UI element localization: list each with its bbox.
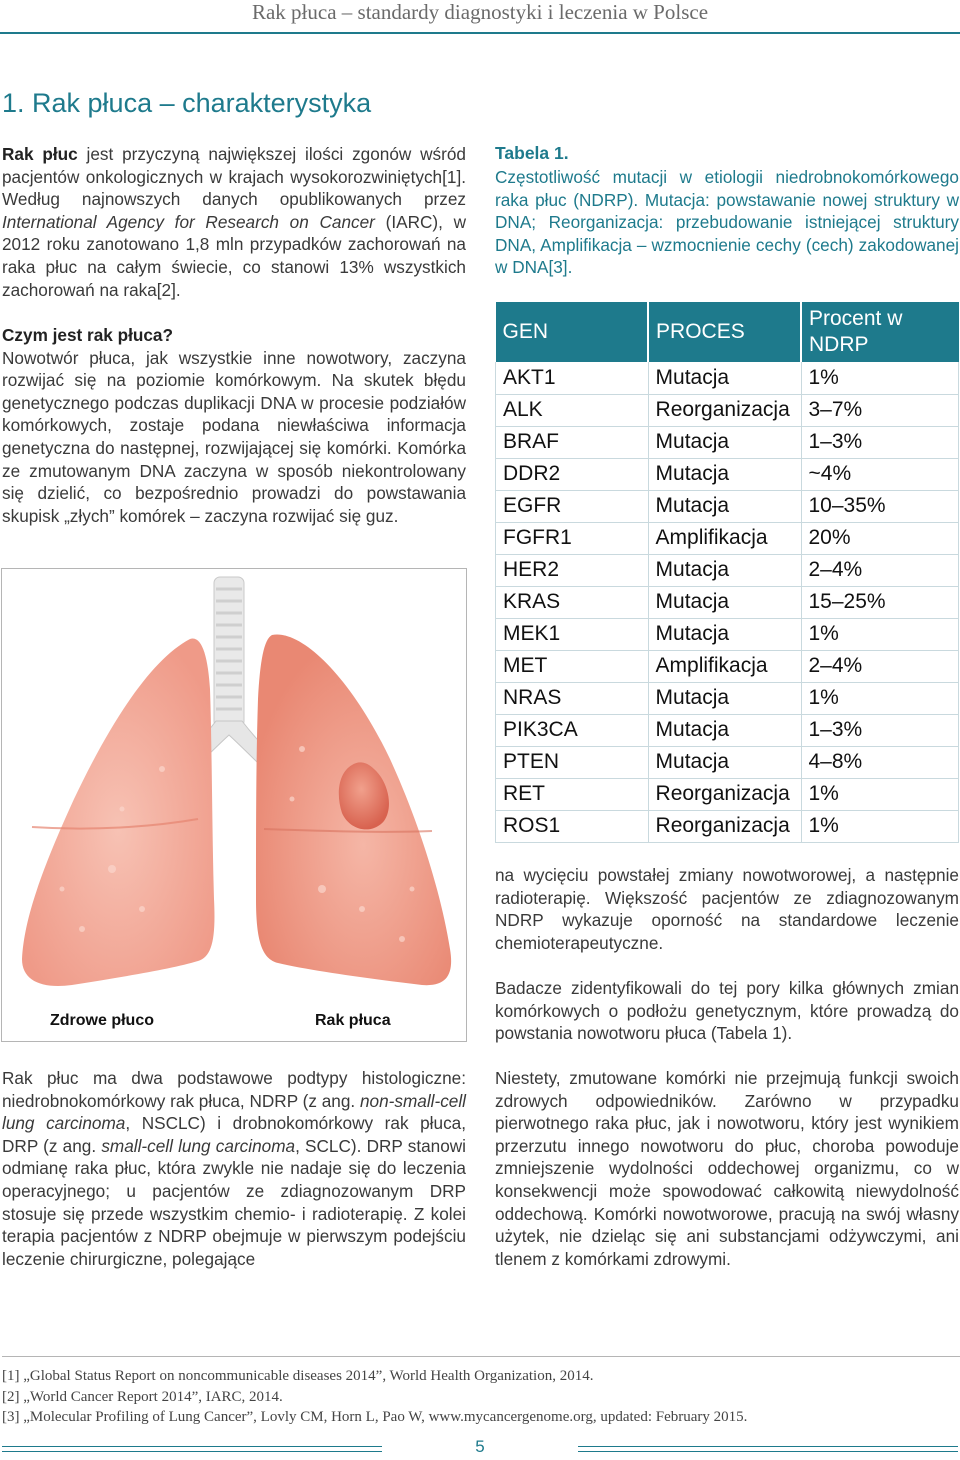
intro-italic: International Agency for Research on Cancer bbox=[2, 211, 375, 232]
percent-cell: 20% bbox=[801, 522, 959, 554]
right-paragraph-1: na wycięciu powstałej zmiany nowotworowej, a następnie radioterapię. Większość pacjentów ze zdiagnozowanym NDRP wykazuje oporność na standardowe leczenie chemioterapeutyczne. bbox=[495, 865, 959, 953]
lungs-illustration bbox=[2, 569, 465, 1041]
process-cell: Mutacja bbox=[648, 714, 801, 746]
subtypes-text-3: , SCLC). DRP stanowi odmianę raka płuc, która zwykle nie nadaje się do leczenia operacyjnego; u pacjentów ze zdiagnozowanym DRP stosuje się przede wszystkim chemio- i radioterapię. Z kolei terapia pacjentów z NDRP obejmuje w pierwszym podejściu leczenie chirurgiczne, polegające bbox=[2, 1135, 467, 1269]
section-title: 1. Rak płuca – charakterystyka bbox=[2, 88, 372, 118]
gene-cell: HER2 bbox=[496, 554, 649, 586]
header-title: Rak płuca – standardy diagnostyki i leczenia w Polsce bbox=[251, 0, 709, 24]
table-row bbox=[496, 618, 959, 650]
process-cell: Mutacja bbox=[648, 682, 801, 714]
gene-cell: EGFR bbox=[496, 490, 649, 522]
header-proces: PROCES bbox=[648, 302, 801, 362]
process-cell: Reorganizacja bbox=[648, 394, 801, 426]
subtypes-paragraph bbox=[2, 1067, 466, 1270]
gene-cell: AKT1 bbox=[496, 362, 649, 394]
healthy-lung bbox=[22, 639, 214, 986]
reference-3: [3] „Molecular Profiling of Lung Cancer”, Lovly CM, Horn L, Pao W, www.mycancergenome.org, updated: February 2015. bbox=[2, 1409, 748, 1425]
process-cell: Mutacja bbox=[648, 586, 801, 618]
header-procent: Procent w NDRP bbox=[801, 302, 959, 362]
table-row bbox=[496, 522, 959, 554]
process-cell: Amplifikacja bbox=[648, 522, 801, 554]
percent-cell: 3–7% bbox=[801, 394, 959, 426]
table-row bbox=[496, 394, 959, 426]
gene-cell: BRAF bbox=[496, 426, 649, 458]
gene-cell: ROS1 bbox=[496, 810, 649, 842]
table-row bbox=[496, 778, 959, 810]
process-cell: Mutacja bbox=[648, 554, 801, 586]
process-cell: Amplifikacja bbox=[648, 650, 801, 682]
gene-cell: MET bbox=[496, 650, 649, 682]
table-row bbox=[496, 362, 959, 394]
reference-2: [2] „World Cancer Report 2014”, IARC, 2014. bbox=[2, 1388, 283, 1405]
table-row bbox=[496, 714, 959, 746]
table-row bbox=[496, 554, 959, 586]
process-cell: Mutacja bbox=[648, 362, 801, 394]
references-divider bbox=[2, 1356, 960, 1357]
lung-figure bbox=[1, 568, 467, 1042]
percent-cell: 1% bbox=[801, 362, 959, 394]
percent-cell: 1–3% bbox=[801, 714, 959, 746]
table-row bbox=[496, 586, 959, 618]
percent-cell: ~4% bbox=[801, 458, 959, 490]
subtypes-italic-1: non-small-cell lung carcinoma bbox=[2, 1090, 466, 1134]
process-cell: Mutacja bbox=[648, 490, 801, 522]
percent-cell: 1% bbox=[801, 810, 959, 842]
table-label: Tabela 1. bbox=[495, 143, 569, 163]
process-cell: Mutacja bbox=[648, 746, 801, 778]
table-row bbox=[496, 810, 959, 842]
percent-cell: 1–3% bbox=[801, 426, 959, 458]
percent-cell: 4–8% bbox=[801, 746, 959, 778]
table-row bbox=[496, 650, 959, 682]
table-row bbox=[496, 746, 959, 778]
right-paragraph-2: Badacze zidentyfikowali do tej pory kilka głównych zmian komórkowych o podłożu genetycznym, które prowadzą do powstania nowotworu płuca (Tabela 1). bbox=[495, 978, 959, 1044]
percent-cell: 2–4% bbox=[801, 554, 959, 586]
percent-cell: 15–25% bbox=[801, 586, 959, 618]
process-cell: Mutacja bbox=[648, 426, 801, 458]
process-cell: Mutacja bbox=[648, 618, 801, 650]
gene-cell: ALK bbox=[496, 394, 649, 426]
intro-bold-term: Rak płuc bbox=[2, 144, 78, 164]
references bbox=[2, 1366, 747, 1428]
percent-cell: 1% bbox=[801, 682, 959, 714]
process-cell: Reorganizacja bbox=[648, 778, 801, 810]
percent-cell: 2–4% bbox=[801, 650, 959, 682]
gene-cell: PTEN bbox=[496, 746, 649, 778]
reference-1: [1] „Global Status Report on noncommunicable diseases 2014”, World Health Organization, 2014. bbox=[2, 1368, 594, 1384]
gene-cell: MEK1 bbox=[496, 618, 649, 650]
gene-cell: PIK3CA bbox=[496, 714, 649, 746]
label-healthy-lung: Zdrowe płuco bbox=[50, 1012, 154, 1029]
subtypes-text-1: Rak płuc ma dwa podstawowe podtypy histologiczne: niedrobnokomórkowy rak płuca, NDRP (z ang. bbox=[2, 1068, 466, 1111]
right-paragraph-3: Niestety, zmutowane komórki nie przejmują funkcji swoich zdrowych odpowiedników. Zarówno w przypadku pierwotnego raka płuc, jak i nowotworu, który jest wynikiem przerzutu innego nowotworu do płuc, choroba powoduje zmniejszenie wydolności oddechowej organizmu, co w konsekwencji może spowodować całkowitą niewydolność oddechową. Komórki nowotworowe, pracują na swój własny użytek, nie dzieląc się ani substancjami odżywczymi, ani tlenem z komórkami zdrowymi. bbox=[495, 1068, 959, 1269]
process-cell: Mutacja bbox=[648, 458, 801, 490]
page-number: 5 bbox=[475, 1437, 485, 1456]
page-header bbox=[0, 0, 960, 34]
table-row bbox=[496, 458, 959, 490]
intro-paragraph bbox=[2, 143, 466, 301]
subtypes-italic-2: small-cell lung carcinoma bbox=[101, 1135, 296, 1156]
gene-cell: FGFR1 bbox=[496, 522, 649, 554]
gene-cell: KRAS bbox=[496, 586, 649, 618]
intro-text-1: jest przyczyną największej ilości zgonów wśród pacjentów onkologicznych w krajach wysokorozwiniętych[1]. Według najnowszych danych opublikowanych przez bbox=[2, 144, 466, 210]
percent-cell: 1% bbox=[801, 778, 959, 810]
intro-text-2: (IARC), w 2012 roku zanotowano 1,8 mln przypadków zachorowań na raka płuc na całym świecie, co stanowi 13% wszystkich zachorowań na raka[2]. bbox=[2, 211, 466, 300]
what-is-text: Nowotwór płuca, jak wszystkie inne nowotwory, zaczyna rozwijać się na poziomie komórkowym. Na skutek błędu genetycznego podczas duplikacji DNA w procesie podziałów komórkowych, zostaje podana niewłaściwa informacja genetyczna do następnej, rozwijającej się komórki. Komórka ze zmutowanym DNA zaczyna w sposób niekontrolowany się dzielić, co bezpośrednio prowadzi do powstawania skupisk „złych” komórek – zaczyna rozwijać się guz. bbox=[2, 347, 466, 526]
process-cell: Reorganizacja bbox=[648, 810, 801, 842]
gene-cell: NRAS bbox=[496, 682, 649, 714]
header-gen: GEN bbox=[496, 302, 649, 362]
mutation-table bbox=[495, 302, 959, 843]
subtypes-text-2: , NSCLC) i drobnokomórkowy rak płuca, DRP (z ang. bbox=[2, 1113, 466, 1156]
gene-cell: RET bbox=[496, 778, 649, 810]
what-is-section bbox=[2, 324, 466, 527]
percent-cell: 10–35% bbox=[801, 490, 959, 522]
table-header-row bbox=[496, 302, 959, 362]
table-row bbox=[496, 490, 959, 522]
gene-cell: DDR2 bbox=[496, 458, 649, 490]
table-row bbox=[496, 682, 959, 714]
table-caption: Częstotliwość mutacji w etiologii niedrobnokomórkowego raka płuc (NDRP). Mutacja: powstawanie nowej struktury w DNA; Reorganizacja: przebudowanie istniejącej struktury DNA, Amplifikacja – wzmocnienie cechy (cech) zakodowanej w DNA[3]. bbox=[495, 167, 959, 278]
label-cancer-lung: Rak płuca bbox=[315, 1012, 391, 1029]
table-row bbox=[496, 426, 959, 458]
percent-cell: 1% bbox=[801, 618, 959, 650]
what-is-heading: Czym jest rak płuca? bbox=[2, 325, 173, 345]
